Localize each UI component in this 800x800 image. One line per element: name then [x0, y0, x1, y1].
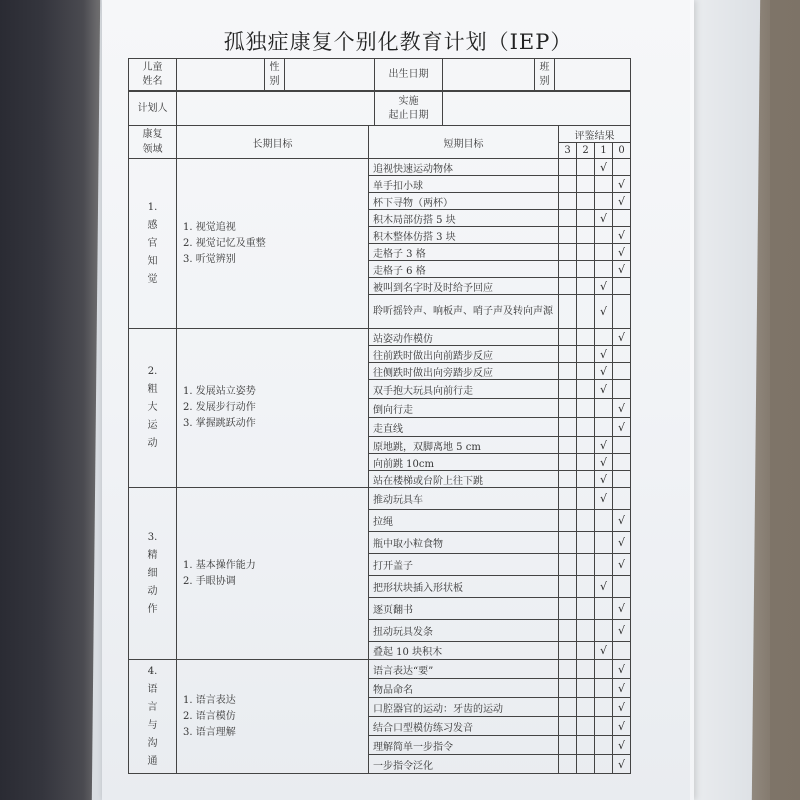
score-cell-0[interactable] [613, 598, 631, 620]
score-cell-3[interactable] [559, 698, 577, 717]
domain-label: 4. 语 言 与 沟 通 [129, 660, 177, 774]
score-cell-3[interactable] [559, 380, 577, 399]
score-cell-3[interactable] [559, 576, 577, 598]
score-cell-0[interactable] [613, 532, 631, 554]
class-field[interactable] [555, 59, 631, 91]
short-term-goal: 一步指令泛化 [369, 755, 559, 774]
score-cell-1[interactable] [595, 642, 613, 660]
score-cell-3[interactable] [559, 620, 577, 642]
short-term-goal: 走格子 3 格 [369, 244, 559, 261]
domain-label: 3. 精 细 动 作 [129, 488, 177, 660]
check-mark: √ [617, 228, 625, 242]
score-cell-0[interactable] [613, 399, 631, 418]
check-mark: √ [599, 492, 607, 505]
score-cell-1[interactable] [595, 278, 613, 295]
score-cell-0[interactable] [613, 679, 631, 698]
gender-label: 性 别 [265, 59, 285, 91]
score-cell-2[interactable] [577, 380, 595, 399]
check-mark: √ [617, 558, 625, 571]
score-cell-3[interactable] [559, 418, 577, 437]
goal-row [129, 660, 631, 679]
score-cell-3[interactable] [559, 363, 577, 380]
short-term-goal: 结合口型模仿练习发音 [369, 717, 559, 736]
score-cell-0[interactable] [613, 278, 631, 295]
score-cell-0[interactable] [613, 159, 631, 176]
score-cell-2[interactable] [577, 399, 595, 418]
score-cell-0[interactable] [613, 346, 631, 363]
score-cell-3[interactable] [559, 660, 577, 679]
score-cell-3[interactable] [559, 244, 577, 261]
short-term-goal: 杯下寻物（两杯） [369, 193, 559, 210]
score-cell-2[interactable] [577, 176, 595, 193]
score-cell-1[interactable] [595, 554, 613, 576]
check-mark: √ [617, 330, 625, 344]
score-cell-3[interactable] [559, 598, 577, 620]
score-cell-2[interactable] [577, 363, 595, 380]
score-cell-0[interactable] [613, 437, 631, 454]
score-cell-3[interactable] [559, 329, 577, 346]
score-cell-2[interactable] [577, 159, 595, 176]
score-cell-2[interactable] [577, 698, 595, 717]
score-cell-2[interactable] [577, 510, 595, 532]
score-cell-3[interactable] [559, 554, 577, 576]
score-cell-0[interactable] [613, 471, 631, 488]
check-mark: √ [617, 401, 625, 415]
check-mark: √ [617, 738, 625, 752]
score-cell-2[interactable] [577, 660, 595, 679]
score-cell-1[interactable] [595, 176, 613, 193]
short-term-goal: 积木局部仿搭 5 块 [369, 210, 559, 227]
score-cell-0[interactable] [613, 193, 631, 210]
class-label: 班 别 [535, 59, 555, 91]
score-cell-2[interactable] [577, 244, 595, 261]
short-term-goal: 原地跳，双脚离地 5 cm [369, 437, 559, 454]
score-cell-3[interactable] [559, 346, 577, 363]
score-cell-0[interactable] [613, 244, 631, 261]
iep-goals-table [128, 125, 631, 774]
score-cell-1[interactable] [595, 698, 613, 717]
check-mark: √ [617, 719, 625, 733]
short-term-goal: 扭动玩具发条 [369, 620, 559, 642]
goal-row [129, 329, 631, 346]
score-cell-0[interactable] [613, 755, 631, 774]
form-title: 孤独症康复个别化教育计划（IEP） [223, 30, 573, 54]
score-cell-2[interactable] [577, 488, 595, 510]
score-cell-1[interactable] [595, 363, 613, 380]
score-cell-1[interactable] [595, 418, 613, 437]
short-term-goal: 理解简单一步指令 [369, 736, 559, 755]
check-mark: √ [599, 382, 607, 396]
score-cell-1[interactable] [595, 159, 613, 176]
score-cell-3[interactable] [559, 295, 577, 329]
score-cell-0[interactable] [613, 329, 631, 346]
check-mark: √ [599, 472, 607, 486]
short-term-goal: 把形状块插入形状板 [369, 576, 559, 598]
long-term-goals: 1. 基本操作能力 2. 手眼协调 [177, 488, 369, 660]
score-cell-1[interactable] [595, 598, 613, 620]
student-info-table [128, 58, 631, 91]
period-field[interactable] [443, 92, 631, 126]
score-cell-0[interactable] [613, 554, 631, 576]
score-cell-2[interactable] [577, 736, 595, 755]
score-cell-1[interactable] [595, 244, 613, 261]
score-cell-3[interactable] [559, 510, 577, 532]
score-cell-3[interactable] [559, 159, 577, 176]
short-term-goal: 站姿动作模仿 [369, 329, 559, 346]
score-cell-0[interactable] [613, 698, 631, 717]
check-mark: √ [617, 681, 625, 695]
birth-date-field[interactable] [443, 59, 535, 91]
score-cell-1[interactable] [595, 399, 613, 418]
score-header-1: 1 [595, 143, 613, 159]
short-term-goal: 积木整体仿搭 3 块 [369, 227, 559, 244]
short-term-goal: 向前跳 10cm [369, 454, 559, 471]
score-cell-2[interactable] [577, 642, 595, 660]
check-mark: √ [599, 580, 607, 593]
score-cell-2[interactable] [577, 278, 595, 295]
check-mark: √ [599, 347, 607, 361]
short-term-goal: 物品命名 [369, 679, 559, 698]
period-label: 实施 起止日期 [375, 92, 443, 126]
score-cell-2[interactable] [577, 471, 595, 488]
score-header-3: 3 [559, 143, 577, 159]
short-term-column-header: 短期目标 [369, 126, 559, 159]
score-cell-2[interactable] [577, 437, 595, 454]
score-cell-0[interactable] [613, 660, 631, 679]
long-term-column-header: 长期目标 [177, 126, 369, 159]
score-cell-2[interactable] [577, 418, 595, 437]
score-cell-2[interactable] [577, 329, 595, 346]
score-cell-0[interactable] [613, 227, 631, 244]
score-cell-1[interactable] [595, 329, 613, 346]
birth-date-label: 出生日期 [375, 59, 443, 91]
short-term-goal: 瓶中取小粒食物 [369, 532, 559, 554]
score-cell-2[interactable] [577, 454, 595, 471]
score-cell-1[interactable] [595, 380, 613, 399]
score-cell-0[interactable] [613, 176, 631, 193]
short-term-goal: 走直线 [369, 418, 559, 437]
iep-form-page [102, 0, 694, 800]
score-cell-2[interactable] [577, 193, 595, 210]
domain-label: 2. 粗 大 运 动 [129, 329, 177, 488]
score-cell-3[interactable] [559, 176, 577, 193]
score-cell-0[interactable] [613, 717, 631, 736]
score-cell-0[interactable] [613, 736, 631, 755]
score-cell-1[interactable] [595, 454, 613, 471]
score-cell-2[interactable] [577, 554, 595, 576]
domain-label: 1. 感 官 知 觉 [129, 159, 177, 329]
short-term-goal: 语言表达“要” [369, 660, 559, 679]
evaluation-column-header: 评鉴结果 [559, 126, 631, 143]
short-term-goal: 追视快速运动物体 [369, 159, 559, 176]
score-cell-0[interactable] [613, 261, 631, 278]
check-mark: √ [617, 624, 625, 637]
short-term-goal: 叠起 10 块积木 [369, 642, 559, 660]
score-cell-1[interactable] [595, 227, 613, 244]
long-term-goals: 1. 视觉追视 2. 视觉记忆及重整 3. 听觉辨别 [177, 159, 369, 329]
check-mark: √ [617, 194, 625, 208]
score-cell-1[interactable] [595, 660, 613, 679]
score-cell-2[interactable] [577, 210, 595, 227]
score-cell-3[interactable] [559, 717, 577, 736]
short-term-goal: 口腔器官的运动：牙齿的运动 [369, 698, 559, 717]
check-mark: √ [599, 211, 607, 225]
check-mark: √ [599, 279, 607, 293]
score-cell-3[interactable] [559, 278, 577, 295]
check-mark: √ [599, 364, 607, 378]
score-cell-3[interactable] [559, 471, 577, 488]
score-cell-1[interactable] [595, 488, 613, 510]
short-term-goal: 推动玩具车 [369, 488, 559, 510]
check-mark: √ [617, 662, 625, 676]
score-cell-3[interactable] [559, 488, 577, 510]
score-cell-2[interactable] [577, 620, 595, 642]
score-cell-0[interactable] [613, 510, 631, 532]
short-term-goal: 往前跌时做出向前踏步反应 [369, 346, 559, 363]
score-cell-1[interactable] [595, 261, 613, 278]
score-cell-1[interactable] [595, 532, 613, 554]
gender-field[interactable] [285, 59, 375, 91]
score-cell-2[interactable] [577, 576, 595, 598]
score-cell-2[interactable] [577, 261, 595, 278]
score-cell-2[interactable] [577, 532, 595, 554]
score-cell-0[interactable] [613, 363, 631, 380]
short-term-goal: 单手扣小球 [369, 176, 559, 193]
check-mark: √ [599, 305, 607, 318]
score-cell-0[interactable] [613, 418, 631, 437]
planner-label: 计划人 [129, 92, 177, 126]
score-cell-3[interactable] [559, 210, 577, 227]
score-cell-2[interactable] [577, 679, 595, 698]
check-mark: √ [617, 177, 625, 191]
score-cell-3[interactable] [559, 642, 577, 660]
binder-cover [0, 0, 104, 800]
short-term-goal: 走格子 6 格 [369, 261, 559, 278]
plan-info-table [128, 91, 631, 126]
short-term-goal: 逐页翻书 [369, 598, 559, 620]
score-cell-1[interactable] [595, 679, 613, 698]
score-cell-0[interactable] [613, 642, 631, 660]
score-header-2: 2 [577, 143, 595, 159]
score-cell-0[interactable] [613, 454, 631, 471]
score-cell-2[interactable] [577, 755, 595, 774]
goal-row [129, 488, 631, 510]
score-cell-3[interactable] [559, 227, 577, 244]
score-cell-1[interactable] [595, 736, 613, 755]
short-term-goal: 双手抱大玩具向前行走 [369, 380, 559, 399]
check-mark: √ [617, 245, 625, 259]
child-name-field[interactable] [177, 59, 265, 91]
check-mark: √ [617, 536, 625, 549]
score-cell-3[interactable] [559, 532, 577, 554]
long-term-goals: 1. 语言表达 2. 语言模仿 3. 语言理解 [177, 660, 369, 774]
check-mark: √ [599, 438, 607, 452]
score-cell-0[interactable] [613, 488, 631, 510]
score-cell-0[interactable] [613, 210, 631, 227]
score-cell-0[interactable] [613, 380, 631, 399]
score-cell-1[interactable] [595, 510, 613, 532]
score-cell-3[interactable] [559, 454, 577, 471]
short-term-goal: 打开盖子 [369, 554, 559, 576]
short-term-goal: 聆听摇铃声、响板声、哨子声及转向声源 [369, 295, 559, 329]
score-cell-0[interactable] [613, 620, 631, 642]
score-cell-3[interactable] [559, 755, 577, 774]
check-mark: √ [599, 160, 607, 174]
planner-field[interactable] [177, 92, 375, 126]
check-mark: √ [599, 455, 607, 469]
check-mark: √ [617, 262, 625, 276]
check-mark: √ [617, 602, 625, 615]
short-term-goal: 被叫到名字时及时给予回应 [369, 278, 559, 295]
score-cell-2[interactable] [577, 295, 595, 329]
score-cell-1[interactable] [595, 210, 613, 227]
score-cell-0[interactable] [613, 295, 631, 329]
score-cell-2[interactable] [577, 717, 595, 736]
check-mark: √ [599, 644, 607, 657]
score-cell-1[interactable] [595, 717, 613, 736]
long-term-goals: 1. 发展站立姿势 2. 发展步行动作 3. 掌握跳跃动作 [177, 329, 369, 488]
score-cell-3[interactable] [559, 193, 577, 210]
check-mark: √ [617, 757, 625, 771]
short-term-goal: 往侧跌时做出向旁踏步反应 [369, 363, 559, 380]
score-cell-1[interactable] [595, 437, 613, 454]
check-mark: √ [617, 514, 625, 527]
score-cell-2[interactable] [577, 598, 595, 620]
domain-column-header: 康复 领域 [129, 126, 177, 159]
check-mark: √ [617, 420, 625, 434]
score-header-0: 0 [613, 143, 631, 159]
score-cell-3[interactable] [559, 437, 577, 454]
score-cell-1[interactable] [595, 193, 613, 210]
score-cell-1[interactable] [595, 576, 613, 598]
short-term-goal: 站在楼梯或台阶上往下跳 [369, 471, 559, 488]
score-cell-1[interactable] [595, 346, 613, 363]
plastic-sleeve-edge [690, 0, 770, 800]
short-term-goal: 倒向行走 [369, 399, 559, 418]
score-cell-1[interactable] [595, 295, 613, 329]
short-term-goal: 拉绳 [369, 510, 559, 532]
score-cell-0[interactable] [613, 576, 631, 598]
score-cell-1[interactable] [595, 620, 613, 642]
score-cell-2[interactable] [577, 346, 595, 363]
score-cell-3[interactable] [559, 736, 577, 755]
score-cell-2[interactable] [577, 227, 595, 244]
score-cell-3[interactable] [559, 679, 577, 698]
score-cell-1[interactable] [595, 755, 613, 774]
goal-row [129, 159, 631, 176]
score-cell-3[interactable] [559, 399, 577, 418]
score-cell-3[interactable] [559, 261, 577, 278]
score-cell-1[interactable] [595, 471, 613, 488]
child-name-label: 儿童 姓名 [129, 59, 177, 91]
check-mark: √ [617, 700, 625, 714]
